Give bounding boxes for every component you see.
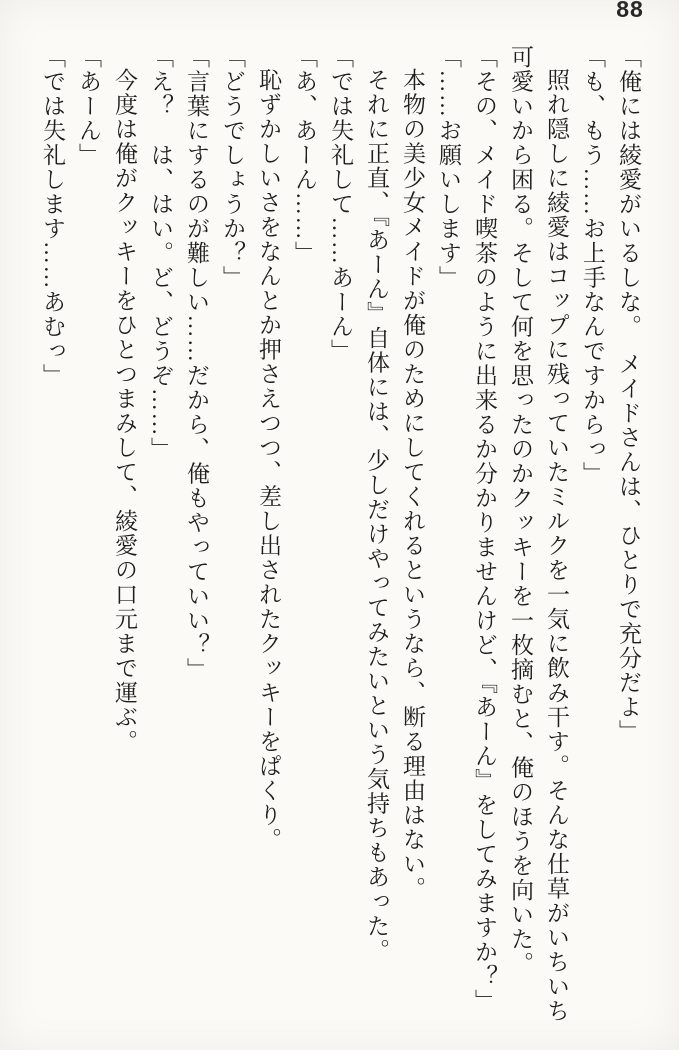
dialogue-paragraph: 「あーん」	[76, 45, 101, 168]
dialogue-paragraph: 「では失礼します……あむっ」	[40, 45, 65, 388]
text-block	[28, 45, 646, 1037]
page-number: 88	[616, 0, 644, 22]
narration-paragraph: それに正直、『あーん』自体には、少しだけやってみたいという気持ちもあった。	[364, 68, 389, 963]
dialogue-paragraph: 「え？ は、はい。ど、どうぞ……」	[148, 45, 173, 462]
dialogue-paragraph: 「……お願いします」	[436, 45, 461, 290]
narration-paragraph: 恥ずかしいさをなんとか押さえつつ、差し出されたクッキーをぱくり。	[256, 68, 281, 852]
narration-paragraph: 今度は俺がクッキーをひとつまみして、綾愛の口元まで運ぶ。	[112, 68, 137, 754]
narration-paragraph: 照れ隠しに綾愛はコップに残っていたミルクを一気に飲み干す。そんな仕草がいちいち可愛いから困る。そして何を思ったのかクッキーを一枚摘むと、俺のほうを向いた。	[508, 45, 569, 1024]
dialogue-paragraph: 「言葉にするのが難しい……だから、俺もやっていい？」	[184, 45, 209, 682]
dialogue-paragraph: 「あ、あーん……」	[292, 45, 317, 266]
dialogue-paragraph: 「も、もう……お上手なんですからっ」	[580, 45, 605, 486]
dialogue-paragraph: 「その、メイド喫茶のように出来るか分かりませんけど、『あーん』をしてみますか？」	[472, 45, 497, 1014]
dialogue-paragraph: 「では失礼して……あーん」	[328, 45, 353, 364]
dialogue-paragraph: 「どうでしょうか？」	[220, 45, 245, 290]
dialogue-paragraph: 「俺には綾愛がいるしな。 メイドさんは、ひとりで充分だよ」	[616, 45, 641, 744]
narration-paragraph: 本物の美少女メイドが俺のためにしてくれるというなら、断る理由はない。	[400, 68, 425, 901]
